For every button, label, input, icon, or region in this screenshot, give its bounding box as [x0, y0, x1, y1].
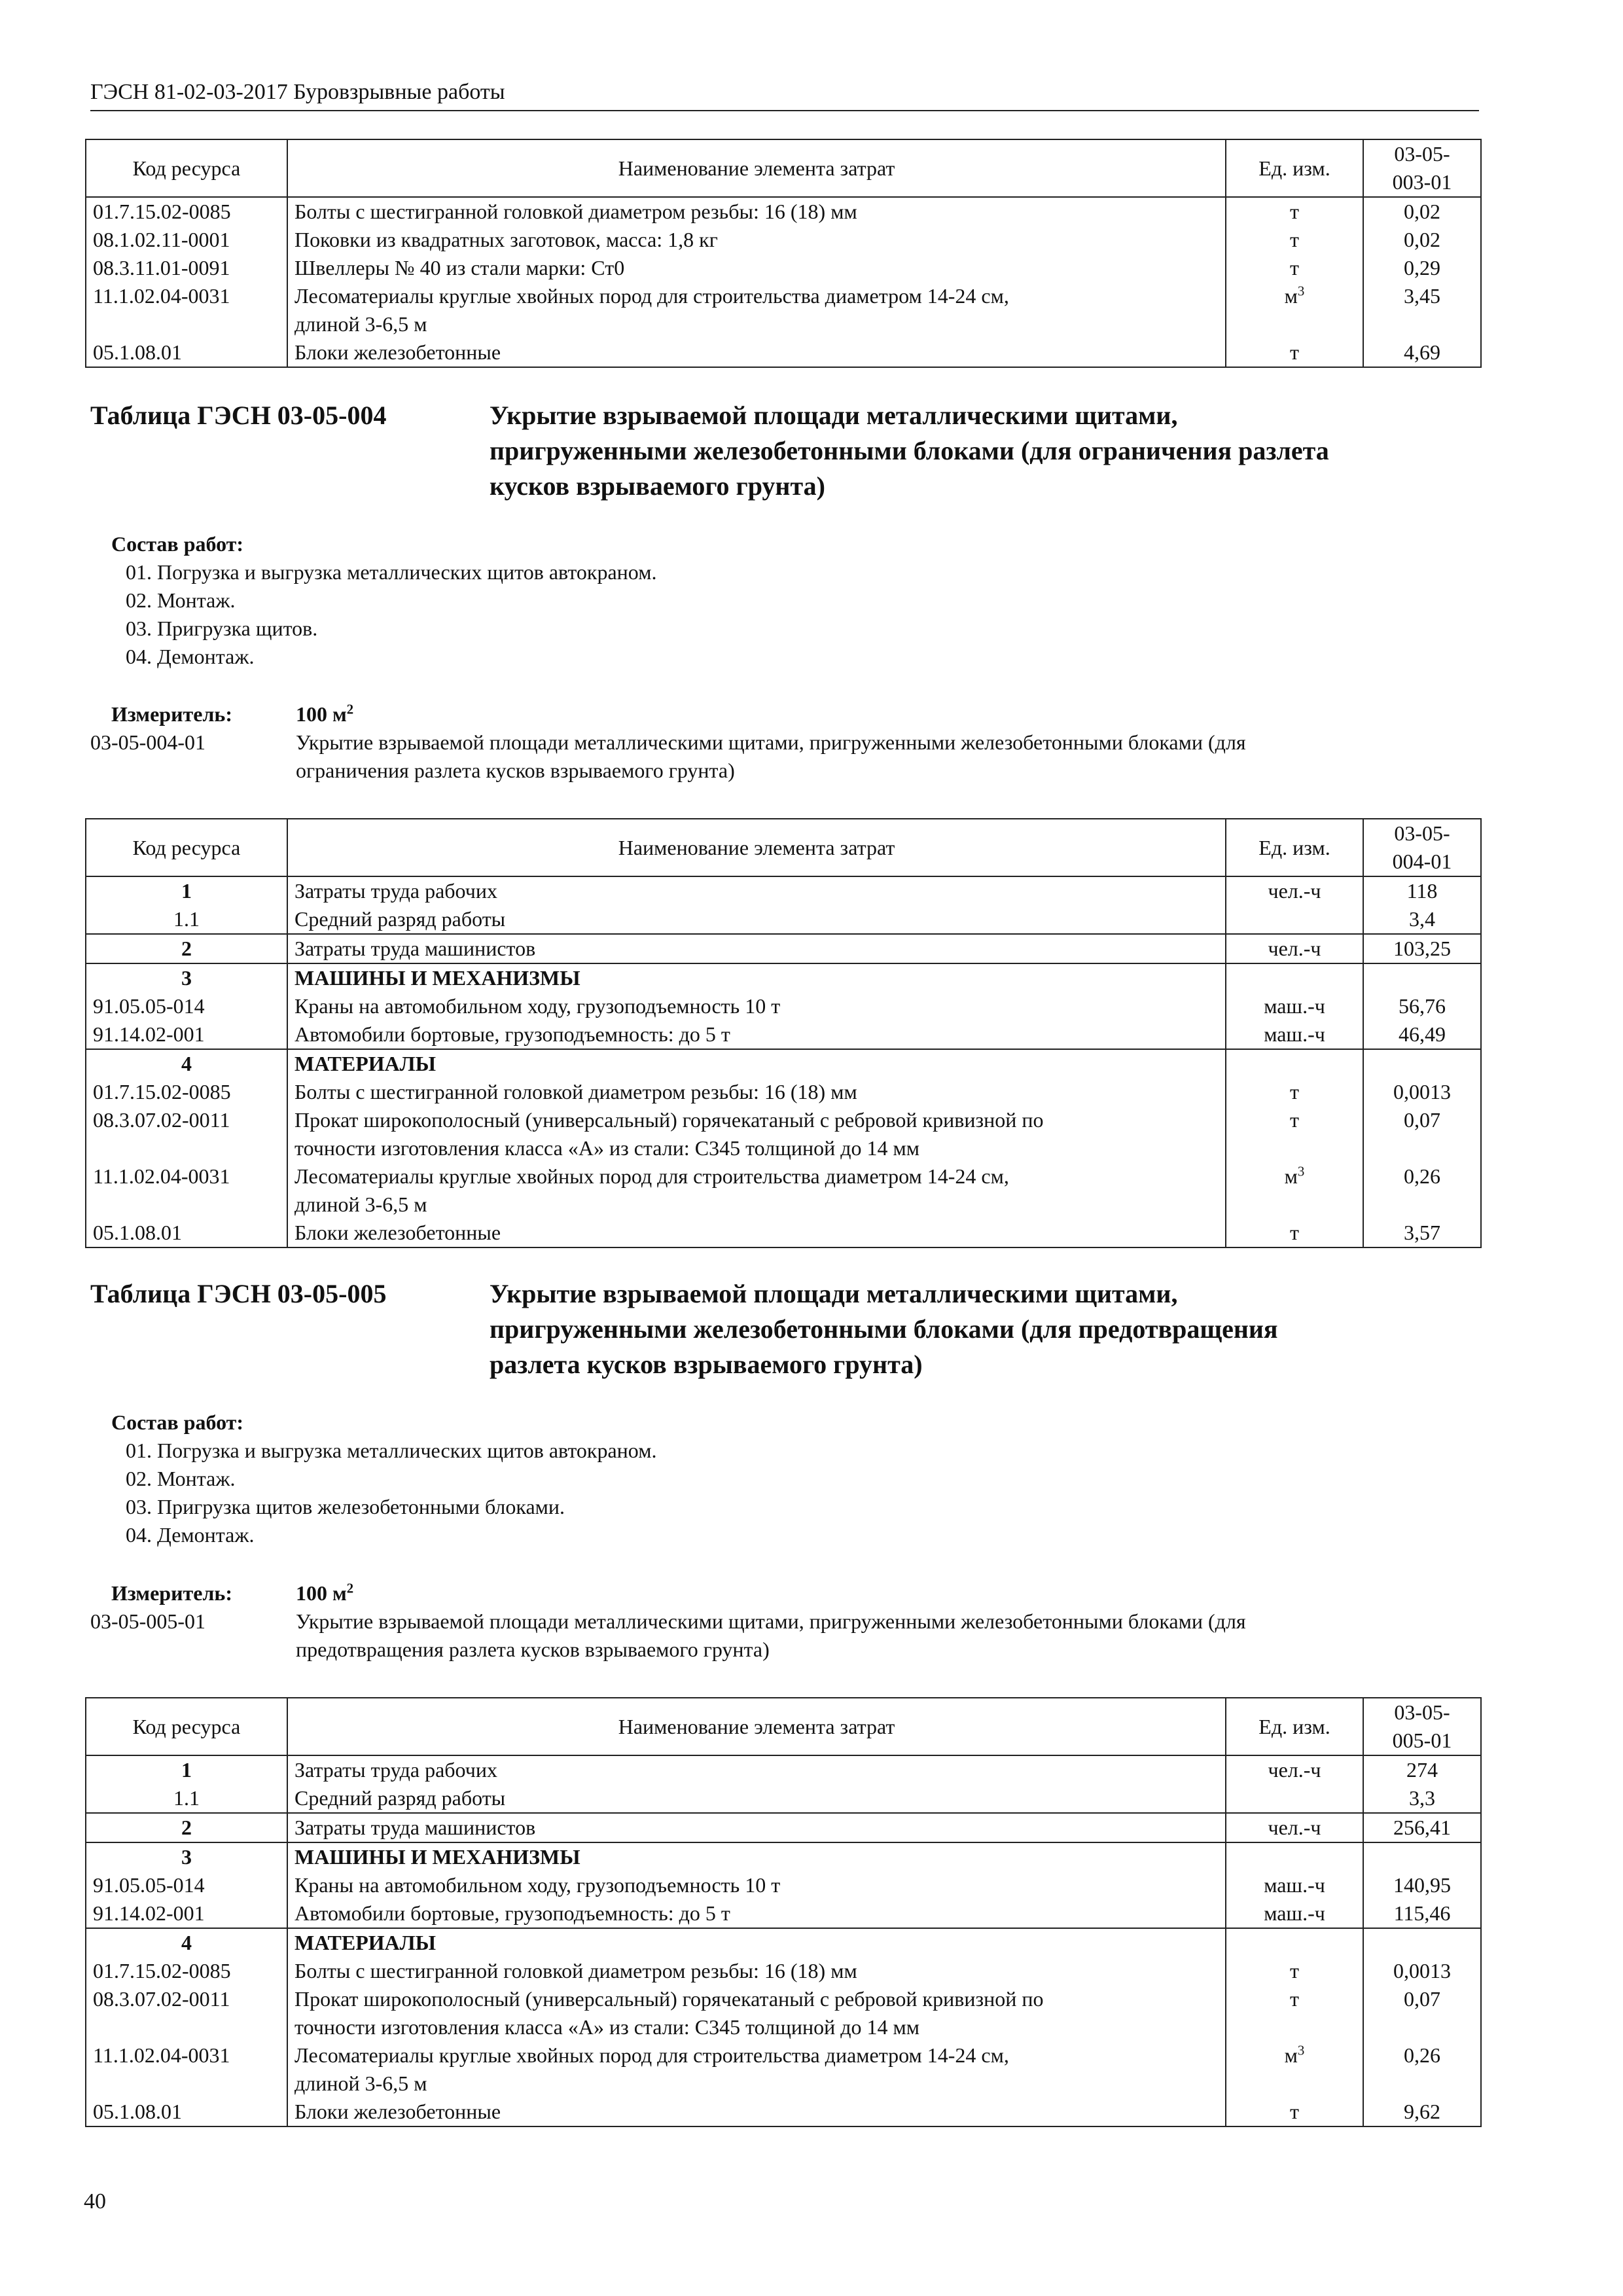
resource-code: 01.7.15.02-0085 — [93, 200, 231, 223]
composition-item: 04. Демонтаж. — [126, 1523, 255, 1547]
resource-name: Болты с шестигранной головкой диаметром резьбы: 16 (18) мм — [294, 200, 857, 223]
table-row-materials: 4 01.7.15.02-0085 08.3.07.02-0011 11.1.02.04-0031 05.1.08.01 МАТЕРИАЛЫ Болты с шестигранной головкой диаметром резьбы: 16 (18) мм Прокат широкополосный (универсальный) горячекатаный с ребровой кривизной по точности изготовления класса «А» из стали: С345 толщиной до 14 мм Лесоматериалы круглые хвойных пород для строительства диаметром 14-24 см, длиной 3-6,5 м Блоки железобетонные т т $м^3$ т 0,0013 0,07 0,26 3,57 — [86, 1049, 1481, 1247]
resource-code: 08.3.11.01-0091 — [93, 256, 230, 279]
norm-code: 03-05-005-01 — [90, 1609, 205, 1633]
composition-item: 01. Погрузка и выгрузка металлических щитов автокраном. — [126, 560, 657, 584]
value: 3,45 — [1404, 284, 1440, 308]
page-number: 40 — [84, 2189, 106, 2214]
work-composition-005 — [111, 1408, 656, 1549]
norm-description: Укрытие взрываемой площади металлическими щитами, пригруженными железобетонными блоками (для предотвращения разлета кусков взрываемого грунта) — [296, 1609, 1246, 1661]
table-row-machines: 3 91.05.05-014 91.14.02-001 МАШИНЫ И МЕХАНИЗМЫ Краны на автомобильном ходу, грузоподъемность 10 т Автомобили бортовые, грузоподъемность: до 5 т маш.-ч маш.-ч 140,95 115,46 — [86, 1842, 1481, 1928]
value: 0,02 — [1404, 228, 1440, 251]
resource-code: 11.1.02.04-0031 — [93, 284, 230, 308]
resource-name: Лесоматериалы круглые хвойных пород для строительства диаметром 14-24 см, — [294, 284, 1009, 308]
col-code-header: Код ресурса — [86, 819, 287, 876]
work-composition-004 — [111, 530, 656, 671]
composition-item: 04. Демонтаж. — [126, 645, 255, 668]
measure-block-005 — [90, 1579, 1484, 1664]
running-header: ГЭСН 81-02-03-2017 Буровзрывные работы — [90, 77, 1479, 111]
col-unit-header: Ед. изм. — [1226, 1698, 1363, 1755]
composition-item: 01. Погрузка и выгрузка металлических щитов автокраном. — [126, 1439, 657, 1462]
composition-heading: Состав работ: — [111, 532, 244, 556]
table-header-row — [86, 139, 1481, 197]
col-unit-header: Ед. изм. — [1226, 139, 1363, 197]
table-header-row — [86, 1698, 1481, 1755]
norm-description: Укрытие взрываемой площади металлическими щитами, пригруженными железобетонными блоками (для ограничения разлета кусков взрываемого грунта) — [296, 730, 1246, 782]
unit: $м^3$ — [1284, 283, 1305, 308]
measure-label: Измеритель: — [111, 702, 232, 726]
measure-label: Измеритель: — [111, 1581, 232, 1605]
unit: т — [1290, 200, 1299, 223]
resource-table-004-01 — [85, 818, 1482, 1248]
table-row-labor: 1 1.1 Затраты труда рабочих Средний разряд работы чел.-ч 274 3,3 — [86, 1755, 1481, 1813]
unit: т — [1290, 256, 1299, 279]
resource-code: 05.1.08.01 — [93, 340, 182, 364]
composition-item: 02. Монтаж. — [126, 588, 236, 612]
col-name-header: Наименование элемента затрат — [287, 819, 1226, 876]
col-code-header: Код ресурса — [86, 139, 287, 197]
resource-table-005-01 — [85, 1697, 1482, 2127]
table-label: Таблица ГЭСН 03-05-004 — [90, 401, 387, 430]
table-row-labor: 1 1.1 Затраты труда рабочих Средний разряд работы чел.-ч 118 3,4 — [86, 876, 1481, 934]
table-row — [86, 197, 1481, 367]
table-name: Укрытие взрываемой площади металлическими щитами, пригруженными железобетонными блоками (для предотвращения разлета кусков взрываемого грунта) — [490, 1279, 1278, 1379]
resource-table-003-01 — [85, 139, 1482, 368]
col-name-header: Наименование элемента затрат — [287, 1698, 1226, 1755]
table-name: Укрытие взрываемой площади металлическими щитами, пригруженными железобетонными блоками (для ограничения разлета кусков взрываемого грунта) — [490, 401, 1329, 501]
table-header-row — [86, 819, 1481, 876]
composition-item: 02. Монтаж. — [126, 1467, 236, 1490]
resource-name: Поковки из квадратных заготовок, масса: 1,8 кг — [294, 228, 718, 251]
measure-unit: 100 $м^2$ — [296, 1581, 354, 1605]
value: 4,69 — [1404, 340, 1440, 364]
resource-name: Швеллеры № 40 из стали марки: Ст0 — [294, 256, 625, 279]
resource-code: 08.1.02.11-0001 — [93, 228, 230, 251]
composition-heading: Состав работ: — [111, 1410, 244, 1434]
col-unit-header: Ед. изм. — [1226, 819, 1363, 876]
measure-block-004 — [90, 700, 1484, 785]
table-row-machines: 3 91.05.05-014 91.14.02-001 МАШИНЫ И МЕХАНИЗМЫ Краны на автомобильном ходу, грузоподъемность 10 т Автомобили бортовые, грузоподъемность: до 5 т маш.-ч маш.-ч 56,76 46,49 — [86, 963, 1481, 1049]
resource-name: Блоки железобетонные — [294, 340, 501, 364]
table-row-materials: 4 01.7.15.02-0085 08.3.07.02-0011 11.1.02.04-0031 05.1.08.01 МАТЕРИАЛЫ Болты с шестигранной головкой диаметром резьбы: 16 (18) мм Прокат широкополосный (универсальный) горячекатаный с ребровой кривизной по точности изготовления класса «А» из стали: С345 толщиной до 14 мм Лесоматериалы круглые хвойных пород для строительства диаметром 14-24 см, длиной 3-6,5 м Блоки железобетонные т т $м^3$ т 0,0013 0,07 0,26 9,62 — [86, 1928, 1481, 2126]
table-label: Таблица ГЭСН 03-05-005 — [90, 1279, 387, 1308]
col-norm-header: 03-05- 003-01 — [1363, 139, 1481, 197]
col-norm-header: 03-05- 005-01 — [1363, 1698, 1481, 1755]
norm-code: 03-05-004-01 — [90, 730, 205, 754]
table-row-operators: 2 Затраты труда машинистов чел.-ч 103,25 — [86, 934, 1481, 963]
col-norm-header: 03-05- 004-01 — [1363, 819, 1481, 876]
table-row-operators: 2 Затраты труда машинистов чел.-ч 256,41 — [86, 1813, 1481, 1842]
value: 0,29 — [1404, 256, 1440, 279]
col-name-header: Наименование элемента затрат — [287, 139, 1226, 197]
measure-unit: 100 $м^2$ — [296, 702, 354, 726]
unit: т — [1290, 228, 1299, 251]
composition-item: 03. Пригрузка щитов железобетонными блоками. — [126, 1495, 565, 1518]
col-code-header: Код ресурса — [86, 1698, 287, 1755]
composition-item: 03. Пригрузка щитов. — [126, 617, 318, 640]
resource-name: длиной 3-6,5 м — [294, 312, 427, 336]
value: 0,02 — [1404, 200, 1440, 223]
unit: т — [1290, 340, 1299, 364]
